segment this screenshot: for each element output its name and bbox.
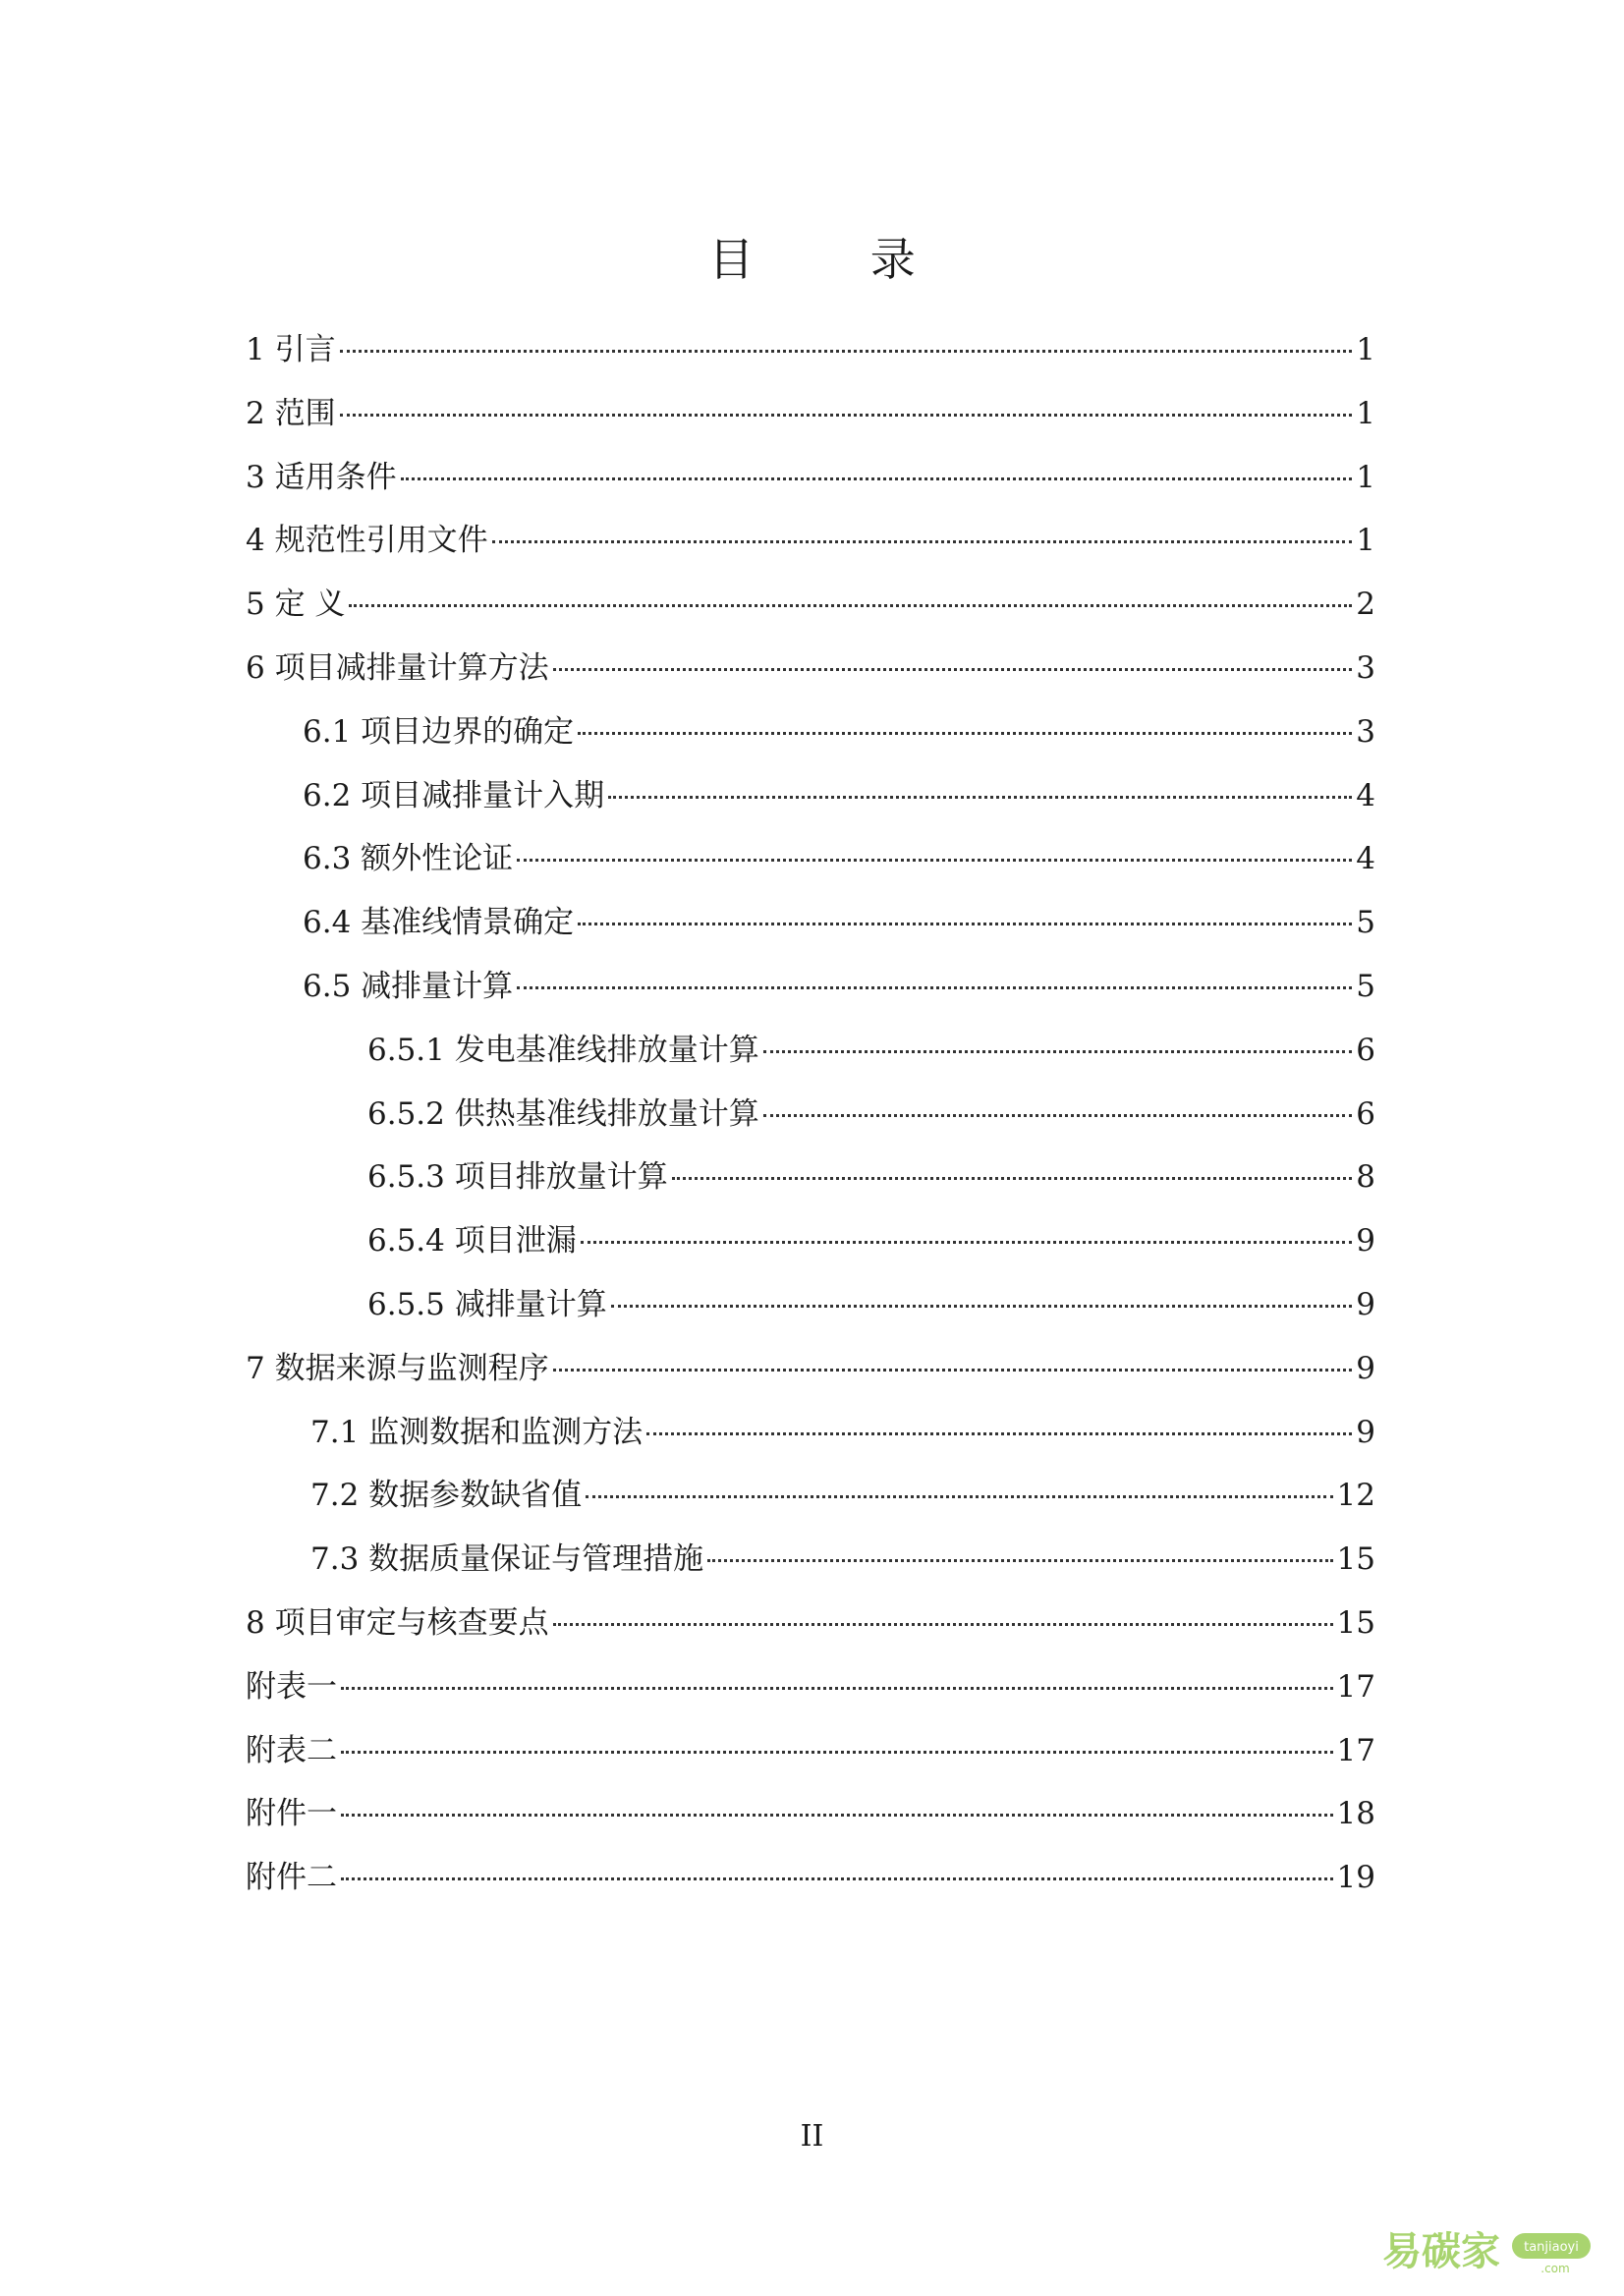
toc-dot-leader (586, 1495, 1332, 1498)
toc-entry[interactable] (367, 1275, 1375, 1334)
toc-dot-leader (341, 1814, 1333, 1817)
toc-entry-label: 6.5.3 项目排放量计算 (367, 1159, 668, 1196)
toc-entry-page-number: 4 (1356, 777, 1375, 813)
toc-entry[interactable] (246, 1594, 1375, 1652)
toc-entry-page-number: 6 (1356, 1095, 1375, 1132)
toc-entry-label: 6.1 项目边界的确定 (303, 713, 575, 750)
toc-entry-page-number: 9 (1356, 1414, 1375, 1450)
toc-dot-leader (517, 859, 1352, 862)
toc-dot-leader (763, 1114, 1353, 1117)
toc-entry-page-number: 17 (1336, 1668, 1375, 1705)
watermark-domain: .com (1540, 2262, 1570, 2275)
toc-entry[interactable] (246, 639, 1375, 698)
toc-dot-leader (341, 1687, 1333, 1690)
toc-dot-leader (553, 668, 1353, 671)
toc-entry[interactable] (367, 1211, 1375, 1270)
toc-entry-page-number: 2 (1356, 587, 1375, 623)
toc-entry-label: 1 引言 (246, 332, 336, 367)
toc-entry-label: 6.5.2 供热基准线排放量计算 (367, 1095, 759, 1132)
toc-dot-leader (581, 1241, 1353, 1244)
toc-entry-label: 6.2 项目减排量计入期 (303, 777, 605, 813)
toc-entry-page-number: 1 (1356, 332, 1375, 367)
toc-entry-page-number: 17 (1336, 1732, 1375, 1768)
toc-entry[interactable] (310, 1403, 1375, 1462)
toc-entry[interactable] (246, 384, 1375, 443)
toc-entry-page-number: 12 (1336, 1478, 1375, 1514)
watermark-text: 易碳家 (1382, 2229, 1500, 2274)
toc-dot-leader (553, 1369, 1353, 1372)
toc-entry[interactable] (303, 957, 1375, 1016)
toc-entry-label: 附件一 (246, 1796, 337, 1832)
toc-dot-leader (611, 1305, 1353, 1308)
site-watermark-logo (1382, 2219, 1598, 2282)
toc-entry[interactable] (310, 1530, 1375, 1589)
toc-dot-leader (578, 732, 1352, 735)
toc-entry-label: 6.4 基准线情景确定 (303, 905, 575, 941)
toc-entry-label: 6 项目减排量计算方法 (246, 650, 549, 686)
toc-entry-page-number: 18 (1336, 1796, 1375, 1832)
toc-entry-label: 附表一 (246, 1668, 337, 1705)
watermark-subtext: tanjiaoyi (1524, 2240, 1579, 2255)
toc-dot-leader (340, 414, 1353, 417)
toc-entry-label: 4 规范性引用文件 (246, 523, 488, 559)
toc-entry-label: 3 适用条件 (246, 459, 397, 495)
toc-entry-label: 5 定 义 (246, 587, 346, 623)
page-number: II (800, 2119, 824, 2154)
toc-dot-leader (349, 604, 1352, 607)
toc-entry-page-number: 1 (1356, 523, 1375, 559)
toc-entry-label: 2 范围 (246, 395, 336, 431)
toc-dot-leader (492, 540, 1353, 543)
toc-entry-page-number: 9 (1356, 1287, 1375, 1322)
toc-entry-page-number: 9 (1356, 1350, 1375, 1386)
toc-dot-leader (341, 1751, 1333, 1754)
toc-dot-leader (608, 796, 1352, 799)
toc-entry-label: 7.2 数据参数缺省值 (310, 1478, 583, 1514)
toc-dot-leader (763, 1050, 1353, 1053)
toc-entry-label: 7.3 数据质量保证与管理措施 (310, 1541, 704, 1578)
toc-entry[interactable] (367, 1021, 1375, 1080)
toc-entry[interactable] (246, 448, 1375, 507)
toc-entry-page-number: 1 (1356, 395, 1375, 431)
toc-dot-leader (553, 1623, 1333, 1626)
toc-entry-page-number: 3 (1356, 713, 1375, 750)
toc-entry-label: 6.5.5 减排量计算 (367, 1287, 607, 1322)
toc-entry-label: 6.3 额外性论证 (303, 841, 514, 877)
toc-entry-page-number: 3 (1356, 650, 1375, 686)
toc-entry[interactable] (246, 575, 1375, 634)
toc-entry[interactable] (246, 1657, 1375, 1716)
toc-entry-page-number: 5 (1356, 969, 1375, 1004)
toc-entry-page-number: 15 (1336, 1541, 1375, 1578)
toc-entry[interactable] (303, 702, 1375, 761)
toc-entry[interactable] (303, 893, 1375, 952)
toc-entry-page-number: 15 (1336, 1605, 1375, 1641)
toc-entry-label: 8 项目审定与核查要点 (246, 1605, 549, 1641)
toc-entry[interactable] (246, 511, 1375, 570)
toc-entry-page-number: 19 (1336, 1860, 1375, 1896)
toc-entry-page-number: 9 (1356, 1223, 1375, 1260)
toc-dot-leader (672, 1177, 1353, 1180)
toc-entry-label: 6.5.1 发电基准线排放量计算 (367, 1032, 759, 1068)
toc-entry-page-number: 5 (1356, 905, 1375, 941)
toc-entry[interactable] (246, 320, 1375, 379)
toc-entry[interactable] (367, 1148, 1375, 1206)
toc-entry-label: 附表二 (246, 1732, 337, 1768)
toc-entry-label: 7.1 监测数据和监测方法 (310, 1414, 644, 1450)
toc-entry-label: 7 数据来源与监测程序 (246, 1350, 549, 1386)
toc-entry-page-number: 8 (1356, 1159, 1375, 1196)
toc-dot-leader (517, 986, 1352, 989)
toc-entry-label: 附件二 (246, 1860, 337, 1896)
toc-dot-leader (341, 1877, 1333, 1880)
toc-entry[interactable] (246, 1784, 1375, 1843)
toc-entry-label: 6.5.4 项目泄漏 (367, 1223, 577, 1260)
page-title: 目 录 (708, 233, 967, 286)
toc-dot-leader (707, 1559, 1332, 1562)
toc-entry[interactable] (310, 1466, 1375, 1525)
toc-entry-page-number: 1 (1356, 459, 1375, 495)
toc-entry-label: 6.5 减排量计算 (303, 969, 514, 1004)
toc-entry[interactable] (246, 1339, 1375, 1398)
toc-entry-page-number: 6 (1356, 1032, 1375, 1068)
toc-entry[interactable] (303, 766, 1375, 825)
toc-dot-leader (401, 477, 1353, 480)
toc-entry-page-number: 4 (1356, 841, 1375, 877)
toc-entry[interactable] (367, 1085, 1375, 1144)
toc-dot-leader (340, 350, 1353, 353)
toc-entry[interactable] (246, 1721, 1375, 1780)
toc-entry[interactable] (303, 829, 1375, 888)
toc-dot-leader (578, 923, 1352, 925)
toc-entry[interactable] (246, 1848, 1375, 1907)
toc-dot-leader (646, 1432, 1352, 1435)
